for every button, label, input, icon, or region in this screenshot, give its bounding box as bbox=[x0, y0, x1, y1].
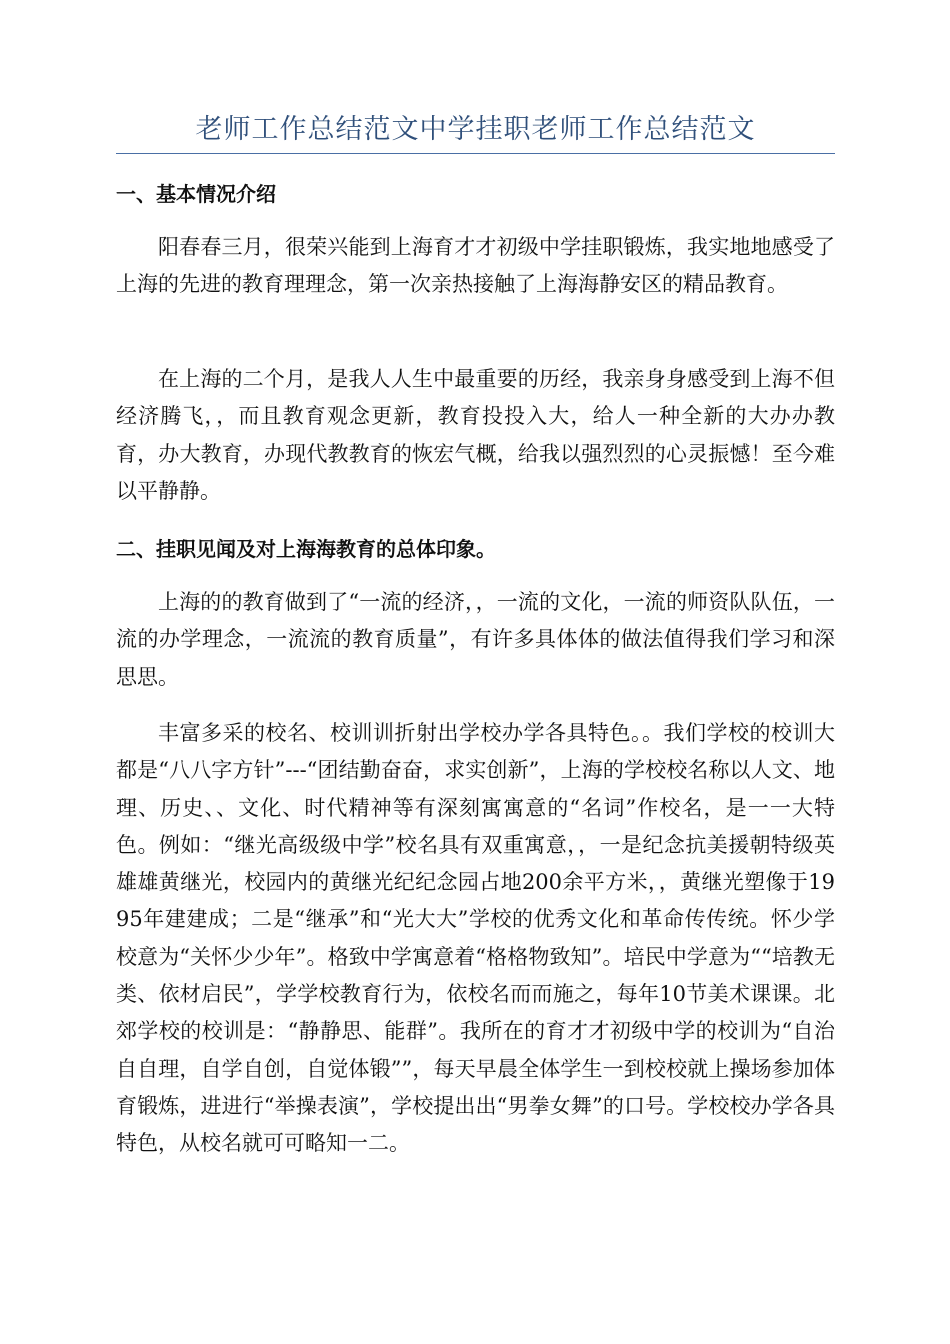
section-2-paragraph-2: 丰富多采的校名、校训训折射出学校办学各具特色。。我们学校的校训大都是“八八字方针”---“团结勤奋奋，求实创新”，上海的学校校名称以人文、地理、历史、、文化、时代精神等有深刻寓寓意的“名词”作校名，是一一大特色。例如：“继光高级级中学”校名具有双重寓意，，一是纪念抗美援朝特级英雄雄黄继光，校园内的黄继光纪纪念园占地200余平方米，，黄继光塑像于1995年建建成；二是“继承”和“光大大”学校的优秀文化和革命传传统。怀少学校意为“关怀少少年”。格致中学寓意着“格格物致知”。培民中学意为““培教无类、依材启民”，学学校教育行为，依校名而而施之，每年10节美术课课。北郊学校的校训是：“静静思、能群”。我所在的育才才初级中学的校训为“自治自自理，自学自创，自觉体锻””，每天早晨全体学生一到校校就上操场参加体育锻炼，进进行“举操表演”，学校提出出“男拳女舞”的口号。学校校办学各具特色，从校名就可可略知一二。 bbox=[116, 721, 835, 1156]
section-1-paragraph-1: 阳春春三月，很荣兴能到上海育才才初级中学挂职锻炼，我实地地感受了上海的先进的教育理理念，第一次亲热接触了上海海静安区的精品教育。 bbox=[116, 235, 835, 297]
section-2-paragraph-1: 上海的的教育做到了“一流的经济，，一流的文化，一流的师资队队伍，一流的办学理念，一流流的教育质量”，有许多具体体的做法值得我们学习和深思思。 bbox=[116, 590, 835, 689]
section-1-paragraph-2: 在上海的二个月，是我人人生中最重要的历经，我亲身身感受到上海不但经济腾飞，，而且教育观念更新，教育投投入大，给人一种全新的大办办教育，办大教育，办现代教教育的恢宏气概，给我以强烈烈的心灵振憾！至今难以平静静。 bbox=[116, 367, 835, 503]
title-underline bbox=[116, 153, 835, 154]
section-heading-1: 一、基本情况介绍 bbox=[116, 182, 276, 206]
section-heading-2: 二、挂职见闻及对上海海教育的总体印象。 bbox=[116, 537, 496, 561]
document-title: 老师工作总结范文中学挂职老师工作总结范文 bbox=[195, 114, 756, 145]
